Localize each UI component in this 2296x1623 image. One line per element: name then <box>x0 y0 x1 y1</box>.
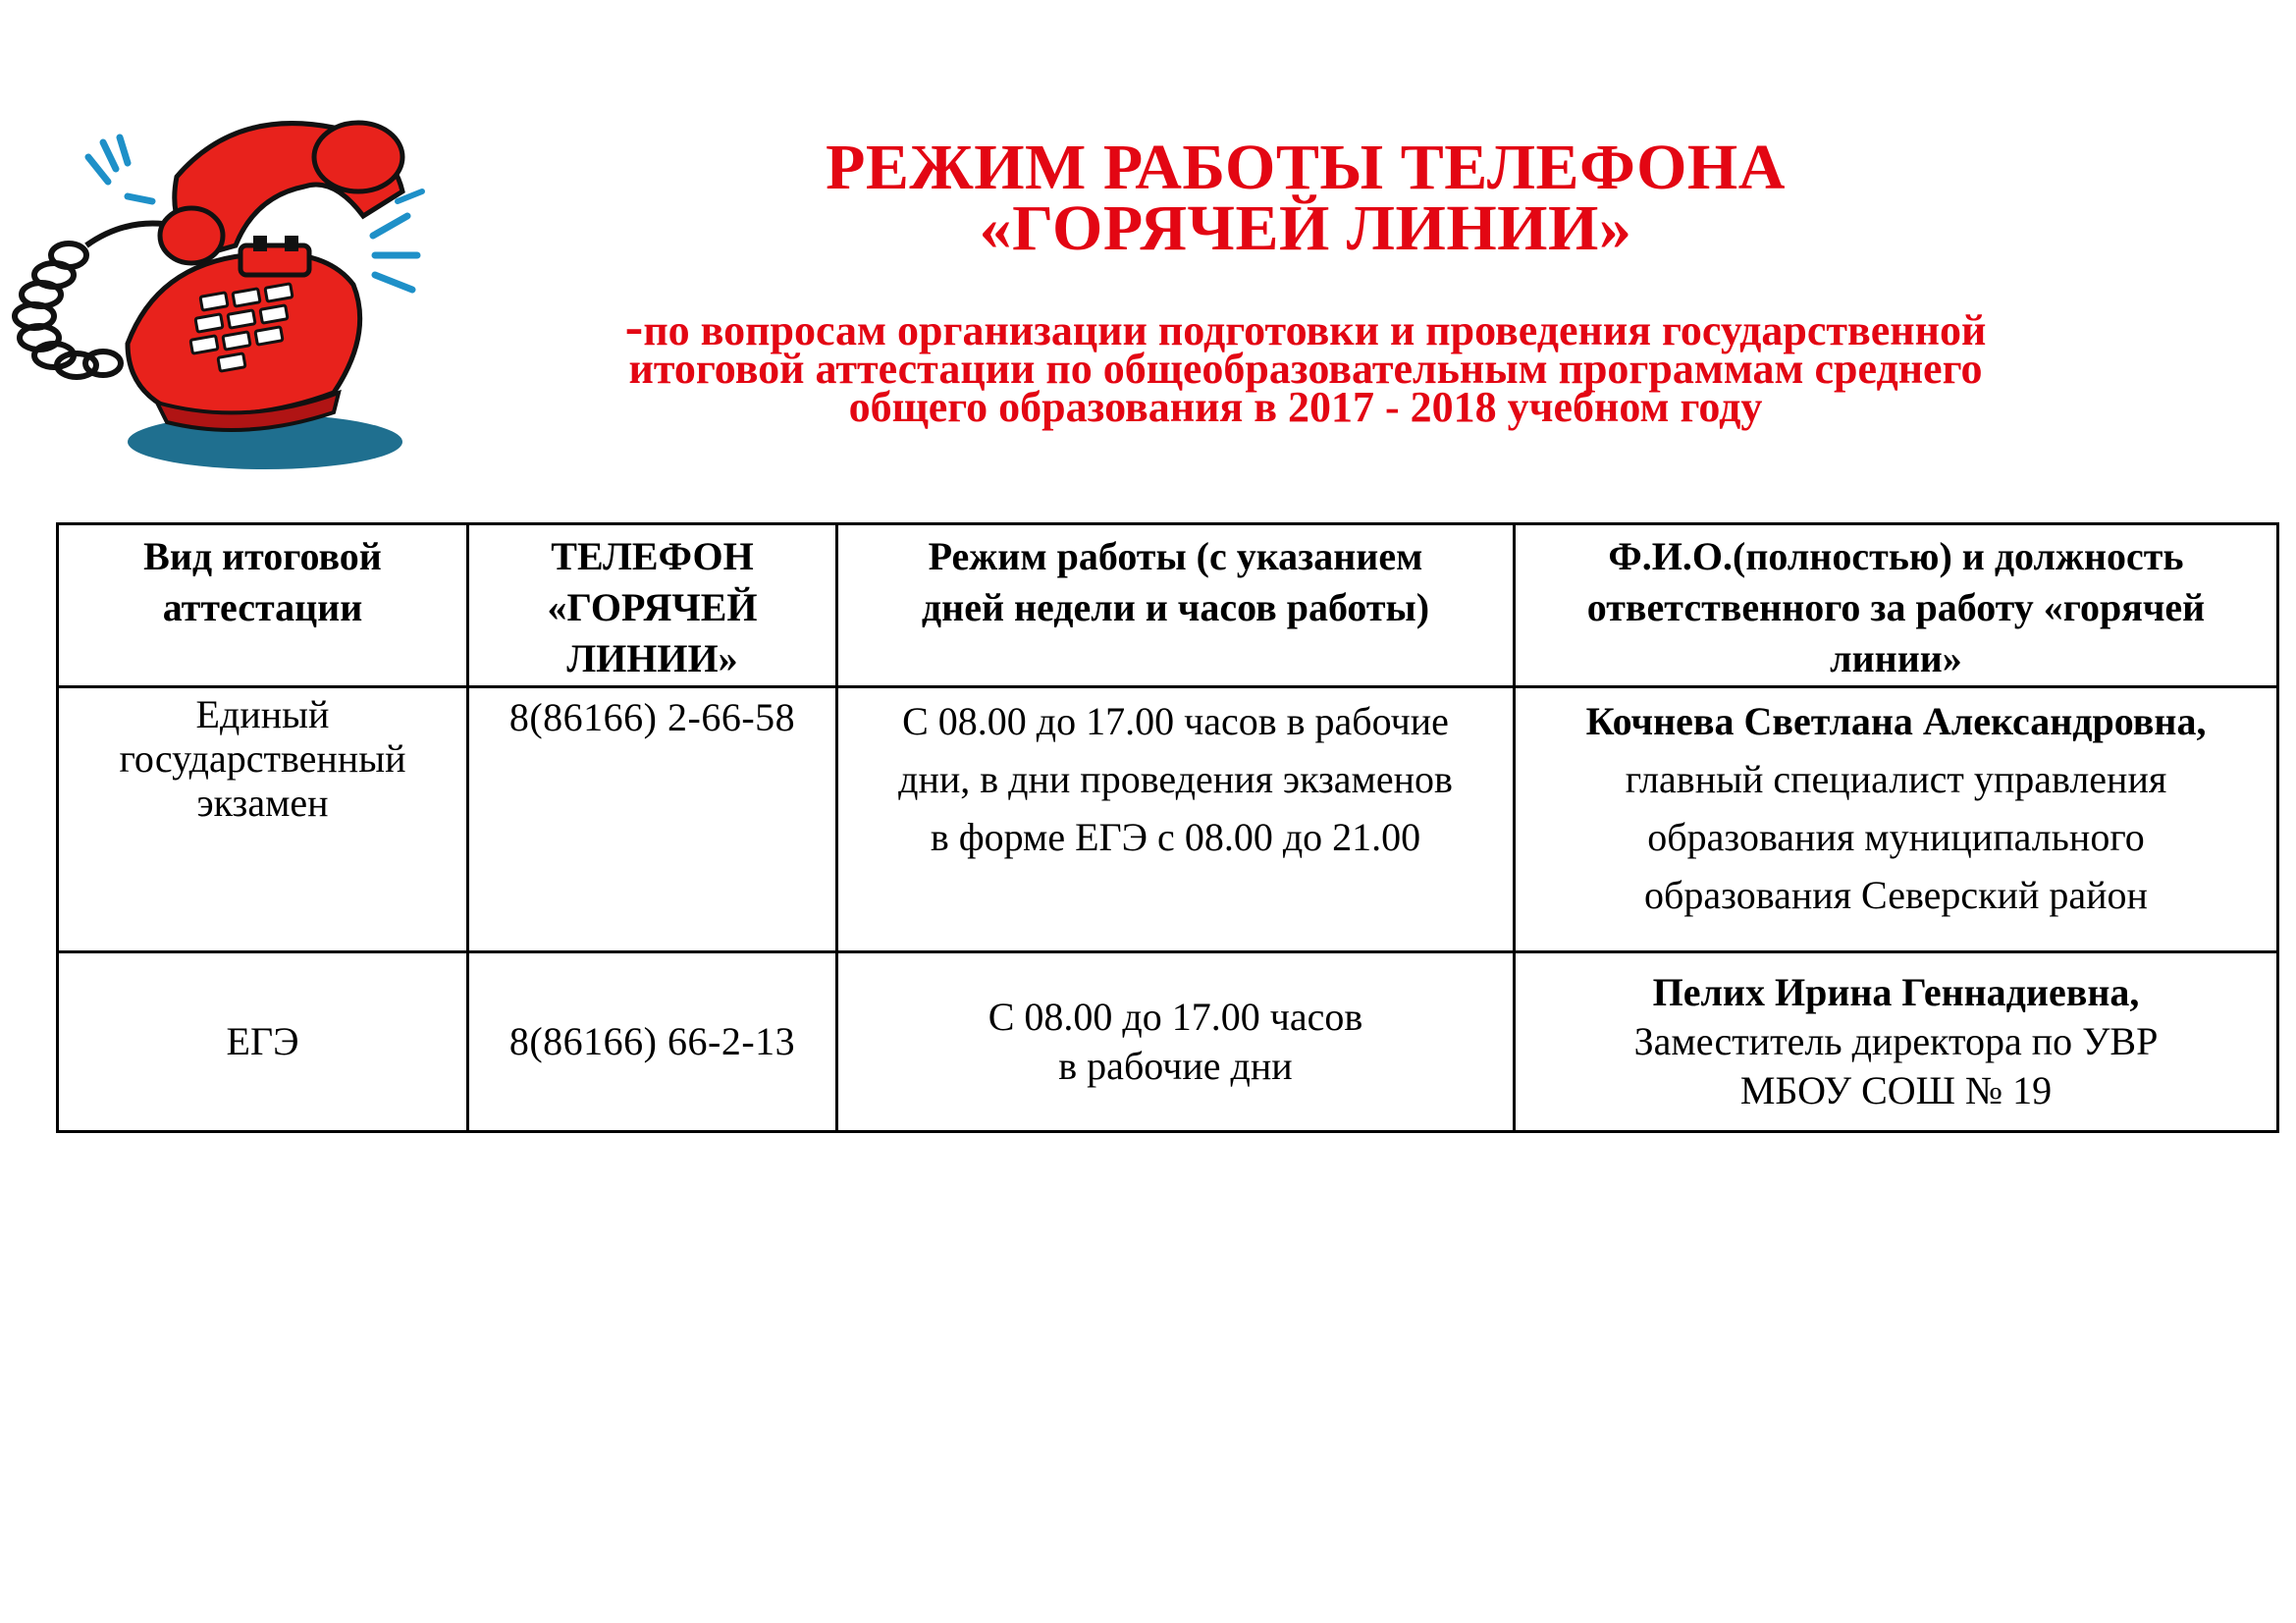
person-role-line: Заместитель директора по УВР <box>1633 1019 2159 1063</box>
cell-responsible-person <box>1515 952 2278 1132</box>
header <box>510 132 2101 431</box>
subtitle-line-3: общего образования в 2017 - 2018 учебном году <box>848 383 1763 431</box>
header-line: «ГОРЯЧЕЙ <box>547 585 758 629</box>
header-line: дней недели и часов работы) <box>921 585 1430 629</box>
phone-number: 8(86166) 2-66-58 <box>508 695 796 739</box>
header-line: ответственного за работу «горячей <box>1586 585 2206 629</box>
subtitle-line-1: по вопросам организации подготовки и проведения государственной <box>643 306 1987 354</box>
phone-number: 8(86166) 66-2-13 <box>508 1019 796 1063</box>
header-line: аттестации <box>162 585 363 629</box>
cell-attestation-type <box>58 687 468 952</box>
person-name: Кочнева Светлана Александровна, <box>1585 699 2207 743</box>
cell-line: экзамен <box>196 781 329 825</box>
cell-schedule <box>837 687 1515 952</box>
cell-phone <box>468 687 837 952</box>
header-attestation-type <box>58 524 468 687</box>
cell-attestation-type <box>58 952 468 1132</box>
person-role-line: образования Северский район <box>1644 873 2148 917</box>
cell-line: дни, в дни проведения экзаменов <box>898 757 1453 801</box>
page-title-line-2: «ГОРЯЧЕЙ ЛИНИИ» <box>979 192 1632 264</box>
table-row <box>58 952 2278 1132</box>
hotline-table-container <box>56 522 2276 1133</box>
header-line: ЛИНИИ» <box>566 636 738 680</box>
subtitle-line-2: итоговой аттестации по общеобразовательным программам среднего <box>628 345 1983 393</box>
person-role-line: главный специалист управления <box>1625 757 2167 801</box>
header-schedule <box>837 524 1515 687</box>
header-line: Режим работы (с указанием <box>928 534 1423 578</box>
header-phone <box>468 524 837 687</box>
red-telephone-ringing-icon <box>10 98 442 481</box>
table-row <box>58 687 2278 952</box>
cell-line: ЕГЭ <box>226 1019 299 1063</box>
table-header-row <box>58 524 2278 687</box>
cell-responsible-person <box>1515 687 2278 952</box>
header-line: Вид итоговой <box>143 534 382 578</box>
person-name: Пелих Ирина Геннадиевна, <box>1652 970 2140 1014</box>
header-line: линии» <box>1830 636 1962 680</box>
header-responsible-person <box>1515 524 2278 687</box>
header-line: ТЕЛЕФОН <box>551 534 754 578</box>
cell-line: С 08.00 до 17.00 часов в рабочие <box>902 699 1449 743</box>
cell-line: в форме ЕГЭ с 08.00 до 21.00 <box>930 815 1421 859</box>
cell-schedule <box>837 952 1515 1132</box>
header-line: Ф.И.О.(полностью) и должность <box>1608 534 2184 578</box>
cell-line: Единый <box>195 692 330 736</box>
cell-line: С 08.00 до 17.00 часов <box>988 995 1363 1039</box>
cell-line: в рабочие дни <box>1058 1044 1293 1088</box>
subtitle-dash: - <box>624 297 644 357</box>
page-subtitle <box>510 297 2101 431</box>
hotline-table <box>56 522 2279 1133</box>
cell-line: государственный <box>119 736 406 781</box>
page-title-line-1: РЕЖИМ РАБОТЫ ТЕЛЕФОНА <box>826 132 1786 203</box>
person-role-line: образования муниципального <box>1647 815 2145 859</box>
cell-phone <box>468 952 837 1132</box>
person-role-line: МБОУ СОШ № 19 <box>1739 1068 2053 1112</box>
